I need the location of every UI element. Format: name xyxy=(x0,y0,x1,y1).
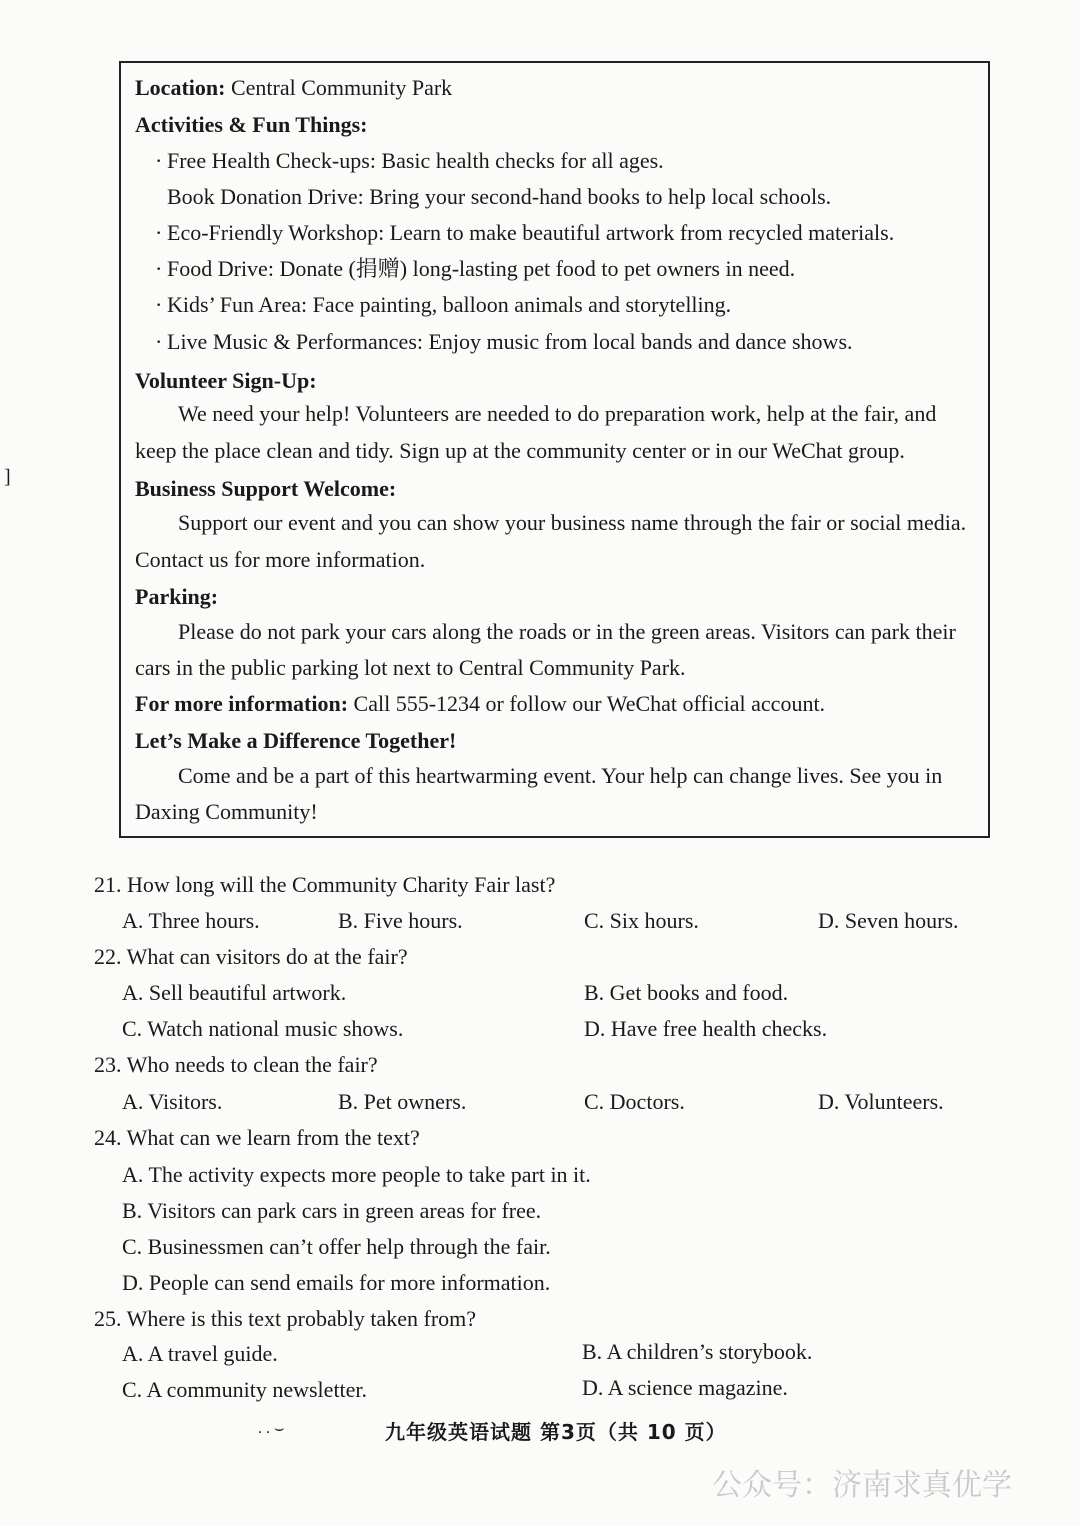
bullet: · xyxy=(155,256,163,281)
option-b[interactable]: B. Visitors can park cars in green areas for free. xyxy=(122,1198,542,1223)
volunteer-text-2: keep the place clean and tidy. Sign up at the community center or in our WeChat group. xyxy=(135,438,905,463)
business-text-1: Support our event and you can show your business name through the fair or social media. xyxy=(178,510,967,535)
option-a[interactable]: A. Three hours. xyxy=(122,908,260,933)
volunteer-text-1: We need your help! Volunteers are needed to do preparation work, help at the fair, and xyxy=(178,401,937,426)
activity-item xyxy=(155,186,831,208)
info-value: Call 555-1234 or follow our WeChat official account. xyxy=(353,691,826,716)
option-a[interactable]: A. A travel guide. xyxy=(122,1341,278,1366)
page-footer: 九年级英语试题 第3页（共 10 页） xyxy=(385,1420,727,1444)
option-b[interactable]: B. Get books and food. xyxy=(584,980,789,1005)
option-d[interactable]: D. A science magazine. xyxy=(582,1375,788,1400)
activity-item xyxy=(155,258,795,280)
parking-heading: Parking: xyxy=(135,584,219,609)
parking-text-2: cars in the public parking lot next to Central Community Park. xyxy=(135,655,686,680)
volunteer-heading: Volunteer Sign-Up: xyxy=(135,368,317,393)
activity-text: Free Health Check-ups: Basic health checks for all ages. xyxy=(167,148,664,173)
bullet: · xyxy=(155,148,163,173)
option-a[interactable]: A. The activity expects more people to take part in it. xyxy=(122,1162,591,1187)
activity-text: Book Donation Drive: Bring your second-hand books to help local schools. xyxy=(167,184,832,209)
option-d[interactable]: D. Volunteers. xyxy=(818,1089,944,1114)
activity-text: Eco-Friendly Workshop: Learn to make beautiful artwork from recycled materials. xyxy=(167,220,895,245)
option-c[interactable]: C. Businessmen can’t offer help through the fair. xyxy=(122,1234,551,1259)
activity-text: Live Music & Performances: Enjoy music from local bands and dance shows. xyxy=(167,329,853,354)
info-line xyxy=(135,693,825,715)
closing-text-2: Daxing Community! xyxy=(135,799,318,824)
margin-mark: ] xyxy=(4,466,11,488)
location-value: Central Community Park xyxy=(230,75,453,100)
location-label: Location: xyxy=(135,75,226,100)
activity-item xyxy=(155,331,853,353)
option-d[interactable]: D. People can send emails for more information. xyxy=(122,1270,551,1295)
question-stem: 25. Where is this text probably taken from? xyxy=(94,1306,477,1331)
question-stem: 22. What can visitors do at the fair? xyxy=(94,944,408,969)
activity-item xyxy=(155,150,664,172)
watermark: 公众号：济南求真优学 xyxy=(712,1468,1012,1503)
option-b[interactable]: B. Pet owners. xyxy=(338,1089,467,1114)
activity-item xyxy=(155,294,731,316)
activity-item xyxy=(155,222,894,244)
closing-text-1: Come and be a part of this heartwarming event. Your help can change lives. See you in xyxy=(178,763,943,788)
option-d[interactable]: D. Seven hours. xyxy=(818,908,959,933)
option-a[interactable]: A. Sell beautiful artwork. xyxy=(122,980,347,1005)
option-c[interactable]: C. A community newsletter. xyxy=(122,1377,368,1402)
scribble-mark: . . ⌣ xyxy=(258,1420,285,1437)
activity-text: Kids’ Fun Area: Face painting, balloon animals and storytelling. xyxy=(167,292,732,317)
question-stem: 23. Who needs to clean the fair? xyxy=(94,1052,378,1077)
option-a[interactable]: A. Visitors. xyxy=(122,1089,223,1114)
option-d[interactable]: D. Have free health checks. xyxy=(584,1016,828,1041)
bullet: · xyxy=(155,292,163,317)
business-heading: Business Support Welcome: xyxy=(135,476,397,501)
bullet: · xyxy=(155,329,163,354)
question-stem: 24. What can we learn from the text? xyxy=(94,1125,420,1150)
closing-heading: Let’s Make a Difference Together! xyxy=(135,728,457,753)
option-c[interactable]: C. Doctors. xyxy=(584,1089,685,1114)
location-line xyxy=(135,77,452,99)
option-b[interactable]: B. Five hours. xyxy=(338,908,463,933)
activities-heading: Activities & Fun Things: xyxy=(135,112,368,137)
option-c[interactable]: C. Watch national music shows. xyxy=(122,1016,404,1041)
bullet: · xyxy=(155,220,163,245)
parking-text-1: Please do not park your cars along the roads or in the green areas. Visitors can park their xyxy=(178,619,956,644)
option-b[interactable]: B. A children’s storybook. xyxy=(582,1339,813,1364)
question-stem: 21. How long will the Community Charity Fair last? xyxy=(94,872,556,897)
activity-text: Food Drive: Donate (捐赠) long-lasting pet food to pet owners in need. xyxy=(167,256,796,281)
info-label: For more information: xyxy=(135,691,349,716)
option-c[interactable]: C. Six hours. xyxy=(584,908,699,933)
business-text-2: Contact us for more information. xyxy=(135,547,426,572)
